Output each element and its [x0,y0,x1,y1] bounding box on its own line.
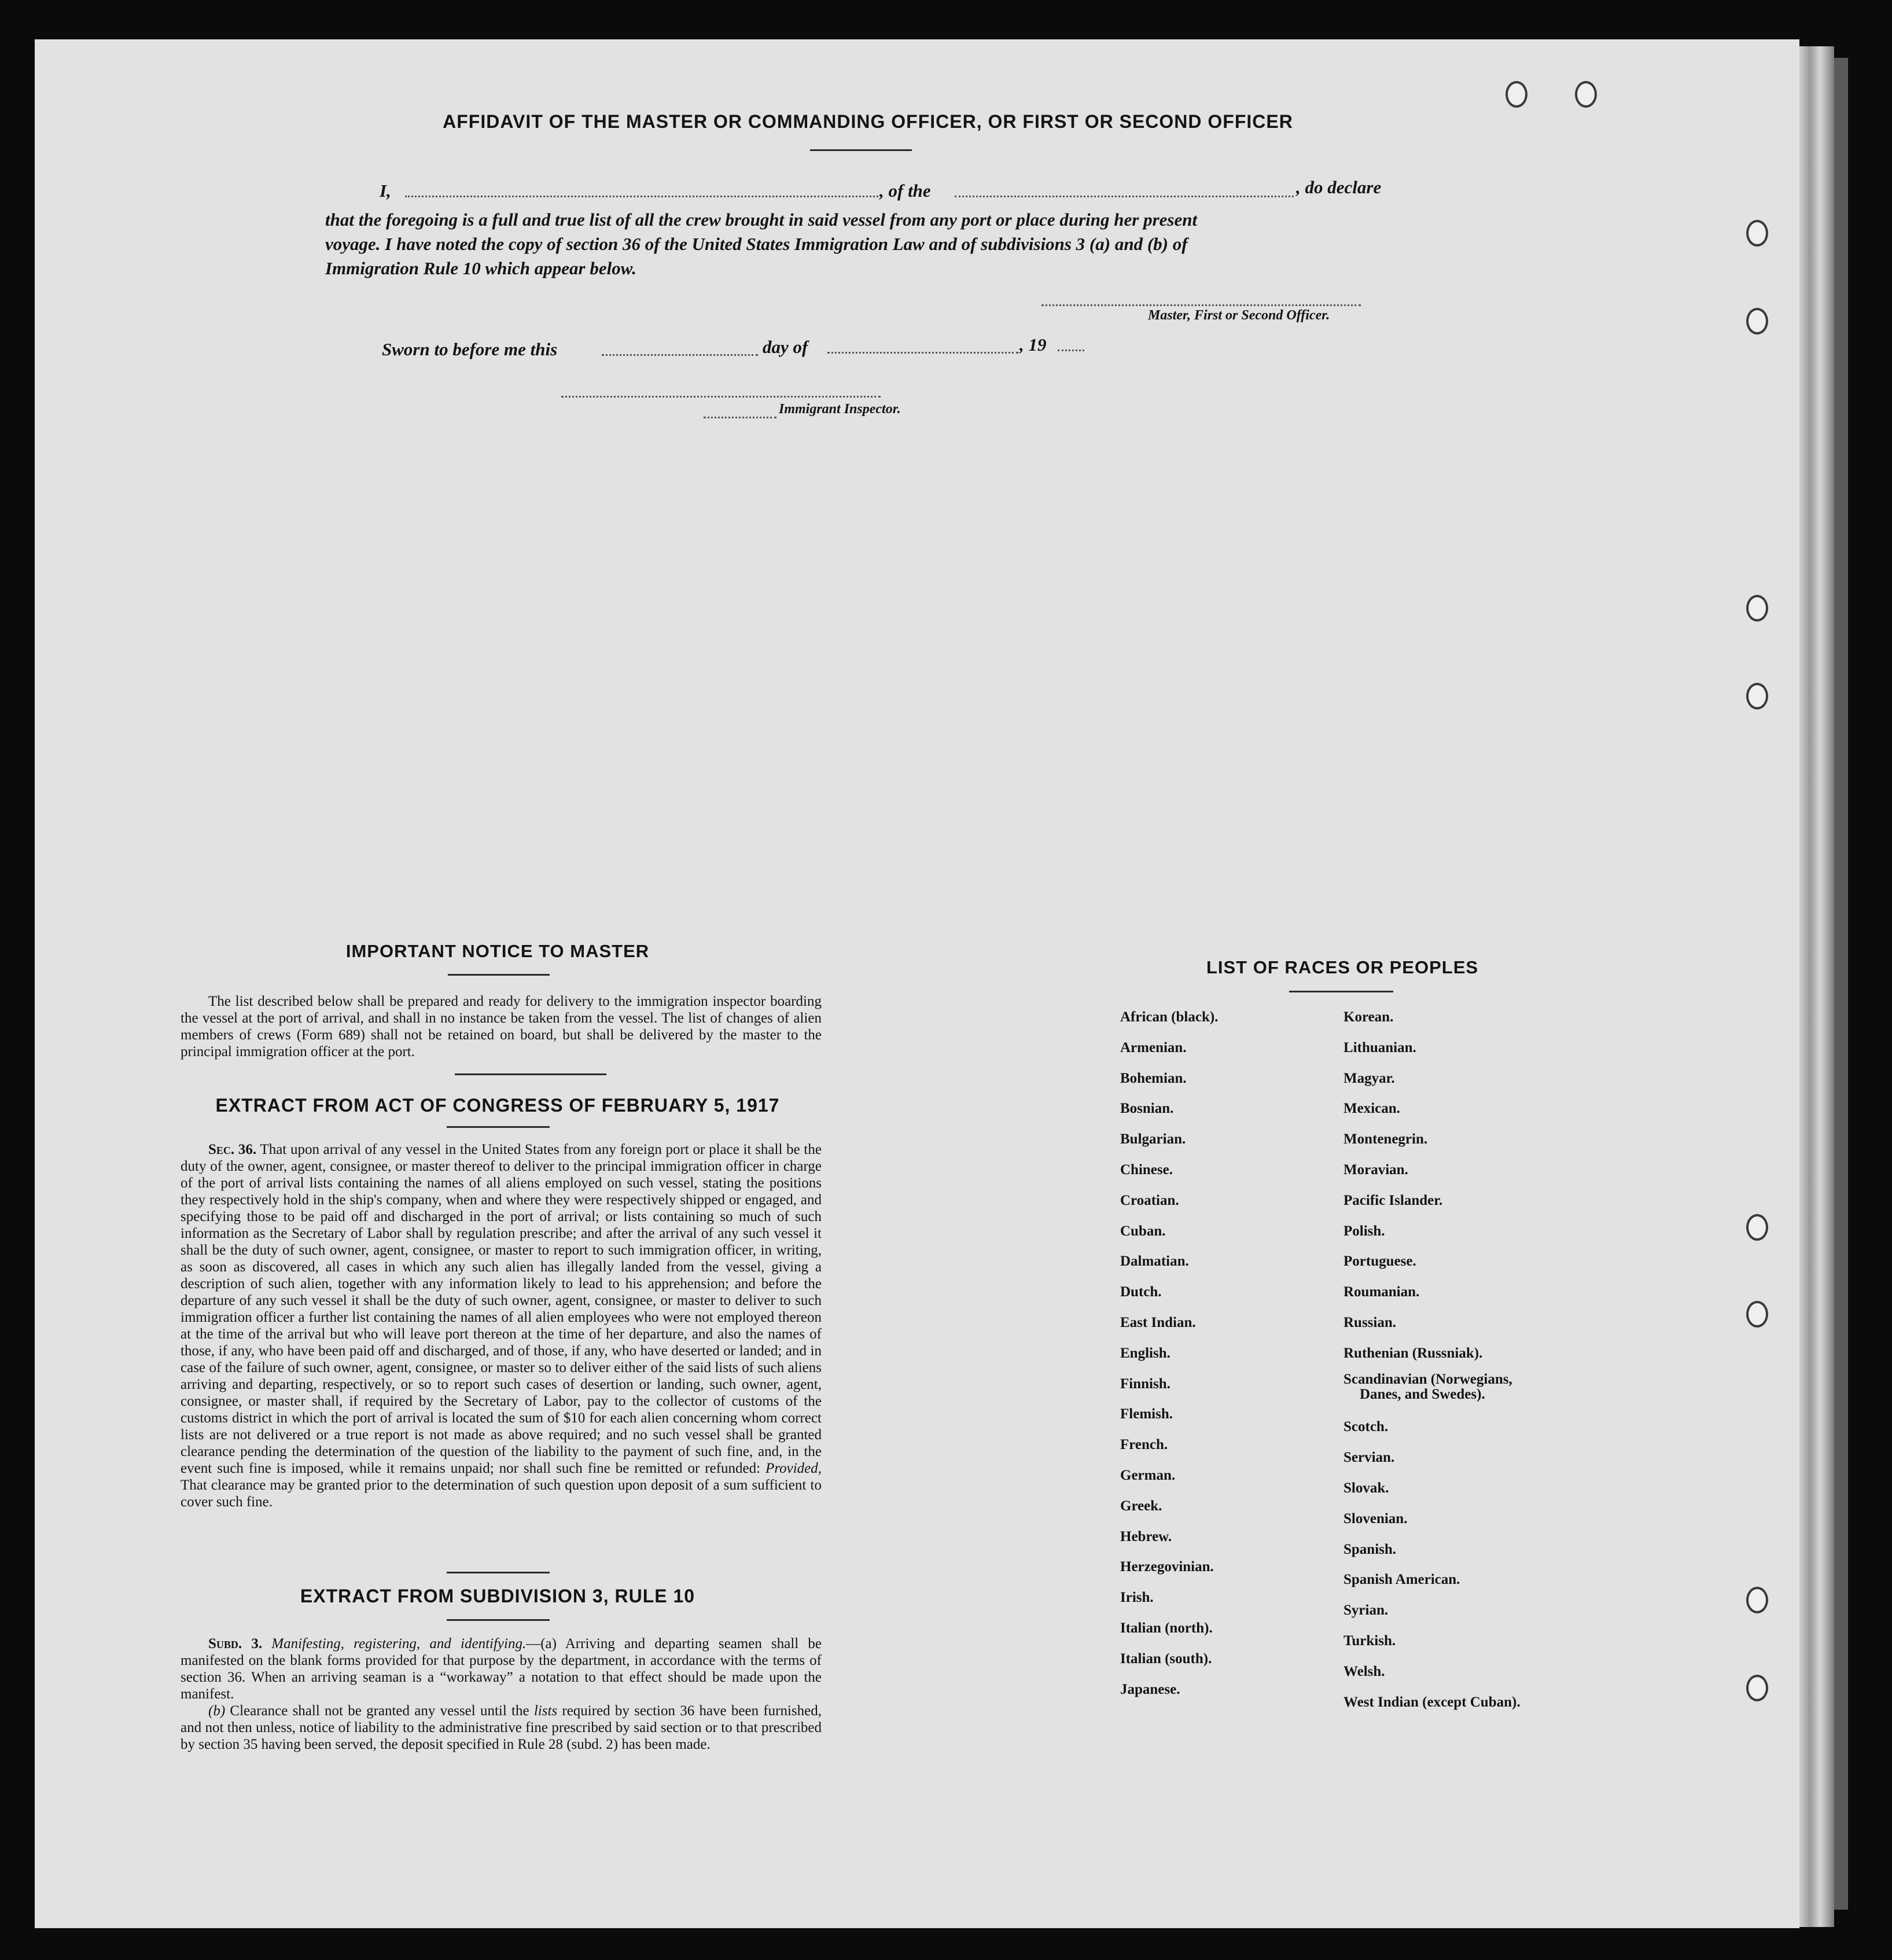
inspector-signature-blank [561,396,881,398]
sec-36-text: That upon arrival of any vessel in the United States from any foreign port or place it shall be the duty of the owner, agent, consignee, or master thereof to deliver to the principal immigration officer in charge of the port of arrival lists containing the names of all aliens employed on such vessel, stating the positions they respectively hold in the ship's company, when and where they were respectively shipped or engaged, and specifying those to be paid off and discharged in the port of arrival; or lists containing so much of such information as the Secretary of Labor shall by regulation prescribe; and after the arrival of any such vessel it shall be the duty of such owner, agent, consignee, or master to report to such immigration officer, in writing, as soon as discovered, all cases in which any such alien has illegally landed from the vessel, giving a description of such alien, together with any information likely to lead to his apprehension; and before the departure of any such vessel it shall be the duty of such owner, agent, consignee, or master to deliver to such immigration officer a further list containing the names of all alien employees who were not employed thereon at the time of the arrival but who will leave port thereon at the time of her departure, and also the names of those, if any, who have been paid off and discharged, and of those, if any, who have deserted or landed; and in case of the failure of such owner, agent, consignee, or master so to deliver either of the said lists of such aliens arriving and departing, respectively, or so to report such cases of desertion or landing, such owner, agent, consignee, or master shall, if required by the Secretary of Labor, pay to the collector of customs of the customs district in which the port of arrival is located the sum of $10 for each alien concerning whom correct lists are not delivered or a true report is not made as above required; and no such vessel shall be granted clearance pending the determination of the question of the liability to the payment of such fine, and, in the event such fine is imposed, while it remains unpaid; nor shall such fine be remitted or refunded: [181,1142,822,1476]
race-item: Korean. [1343,1009,1394,1025]
race-item: Welsh. [1343,1663,1385,1679]
section-rule [455,1073,606,1075]
title-rule [810,149,912,151]
race-item: Scotch. [1343,1419,1389,1435]
affidavit-title: AFFIDAVIT OF THE MASTER OR COMMANDING OFFICER, OR FIRST OR SECOND OFFICER [443,111,1293,132]
subd-3b-paragraph [181,1702,822,1753]
race-item: Armenian. [1120,1039,1187,1056]
subd-label: Subd. 3. [208,1636,263,1652]
sworn-day: day of [763,337,808,357]
race-item: Scandinavian (Norwegians, [1343,1371,1512,1387]
notice-paragraph: The list described below shall be prepared and ready for delivery to the immigration inspector boarding the vessel at the port of arrival, and shall in no instance be taken from the vessel. The list of changes of alien members of crews (Form 689) shall not be retained on board, but shall be delivered by the master to the principal immigration officer at the port. [181,994,822,1060]
title-rule [1289,991,1393,992]
race-item: Italian (north). [1120,1620,1213,1636]
affidavit-of-the: , of the [879,181,931,201]
affidavit-line2: that the foregoing is a full and true list of all the crew brought in said vessel from any port or place during her present [325,209,1198,230]
day-blank [602,354,758,356]
race-item: Bulgarian. [1120,1131,1186,1148]
race-item: Servian. [1343,1450,1395,1466]
title-rule [447,1619,550,1621]
race-item: Finnish. [1120,1376,1170,1392]
binder-hole [1746,595,1768,622]
race-item: African (black). [1120,1009,1219,1025]
race-item: Herzegovinian. [1120,1559,1214,1575]
title-rule [447,1126,550,1128]
race-item: Hebrew. [1120,1528,1172,1545]
para-b-label: (b) [208,1703,226,1719]
race-item: West Indian (except Cuban). [1343,1694,1521,1710]
race-item: Magyar. [1343,1070,1395,1086]
affidavit-line3: voyage. I have noted the copy of section 36 of the United States Immigration Law and of subdivisions 3 (a) and (b) of [325,234,1188,254]
affidavit-line4: Immigration Rule 10 which appear below. [325,258,636,278]
binder-hole [1746,1301,1768,1327]
subd-heading: Manifesting, registering, and identifying. [271,1636,527,1652]
notice-title: IMPORTANT NOTICE TO MASTER [345,941,650,961]
inspector-label: Immigrant Inspector. [779,402,901,417]
race-item: Cuban. [1120,1223,1166,1239]
race-item: East Indian. [1120,1315,1196,1330]
para-a-text: Arriving and departing seamen shall be manifested on the blank forms provided for that purpose by the department, in accordance with the terms of section 36. When an arriving seaman is a “workaway” a notation to that effect should be made upon the manifest. [181,1636,822,1702]
extract-act-text [181,1141,822,1510]
sec-label: Sec. 36. [208,1142,257,1157]
race-item: Japanese. [1120,1681,1180,1697]
binder-hole [1746,1214,1768,1241]
race-item: Slovak. [1343,1480,1389,1496]
page-edge-shadow [1834,58,1848,1910]
race-item: Spanish American. [1343,1572,1460,1588]
binder-hole [1575,81,1597,108]
race-item: Dutch. [1120,1284,1162,1300]
affidavit-declare: , do declare [1296,177,1382,197]
para-b-text-2: required by section 36 have been furnished, and not then unless, notice of liability to the administrative fine prescribed by said section or to that prescribed by section 35 having been served, the deposit specified in Rule 28 (subd. 2) has been made. [181,1703,822,1752]
race-item: Chinese. [1120,1162,1173,1178]
race-item: Syrian. [1343,1602,1389,1619]
race-item: Polish. [1343,1223,1385,1239]
vessel-blank [955,196,1294,197]
race-item: Russian. [1343,1315,1397,1330]
sworn-prefix: Sworn to before me this [382,339,558,359]
sec-36-paragraph [181,1141,822,1510]
race-item: Portuguese. [1343,1253,1416,1270]
race-item: Slovenian. [1343,1510,1408,1527]
race-item: French. [1120,1437,1168,1453]
proviso-text: That clearance may be granted prior to the determination of such question upon deposit of a sum sufficient to cover such fine. [181,1477,822,1510]
signature-label: Master, First or Second Officer. [1148,308,1330,323]
race-item: Bohemian. [1120,1070,1187,1086]
month-blank [827,352,1018,354]
race-item: Danes, and Swedes). [1360,1386,1485,1402]
name-blank [405,196,878,197]
race-item: Bosnian. [1120,1101,1174,1117]
race-item: Flemish. [1120,1406,1173,1422]
race-item: German. [1120,1468,1176,1483]
race-item: Dalmatian. [1120,1253,1189,1270]
race-item: Spanish. [1343,1541,1397,1557]
binder-hole [1746,220,1768,247]
extract-rule-text [181,1635,822,1753]
binder-hole [1746,1587,1768,1613]
binder-hole [1505,81,1527,108]
race-item: Greek. [1120,1498,1162,1514]
section-rule [447,1572,550,1573]
race-item: Italian (south). [1120,1650,1212,1667]
page-edge [1799,46,1834,1927]
para-a-label: —(a) [526,1636,557,1652]
extract-rule-title: EXTRACT FROM SUBDIVISION 3, RULE 10 [300,1586,695,1606]
binder-hole [1746,1675,1768,1701]
binder-hole [1746,683,1768,709]
race-item: Lithuanian. [1343,1039,1416,1056]
title-rule [448,974,550,976]
signature-blank [1041,304,1361,306]
subd-3a-paragraph [181,1635,822,1702]
race-item: Mexican. [1343,1101,1400,1117]
extract-act-title: EXTRACT FROM ACT OF CONGRESS OF FEBRUARY 5, 1917 [215,1095,780,1116]
race-item: Turkish. [1343,1633,1396,1649]
race-item: Pacific Islander. [1343,1192,1443,1208]
para-b-lists: lists [533,1703,558,1719]
sworn-year: , 19 [1019,334,1047,355]
race-item: Roumanian. [1343,1284,1420,1300]
races-title: LIST OF RACES OR PEOPLES [1206,957,1479,977]
year-blank [1058,350,1084,351]
race-item: Irish. [1120,1590,1154,1606]
inspector-dots [704,417,776,418]
notice-text [181,993,822,1060]
race-item: Ruthenian (Russniak). [1343,1345,1483,1361]
race-item: Croatian. [1120,1192,1179,1208]
race-item: English. [1120,1345,1170,1361]
para-b-text-1: Clearance shall not be granted any vessel until the [230,1703,529,1719]
binder-hole [1746,308,1768,334]
race-item: Moravian. [1343,1162,1408,1178]
affidavit-i: I, [380,181,391,201]
proviso-label: Provided, [765,1461,822,1476]
race-item: Montenegrin. [1343,1131,1428,1148]
